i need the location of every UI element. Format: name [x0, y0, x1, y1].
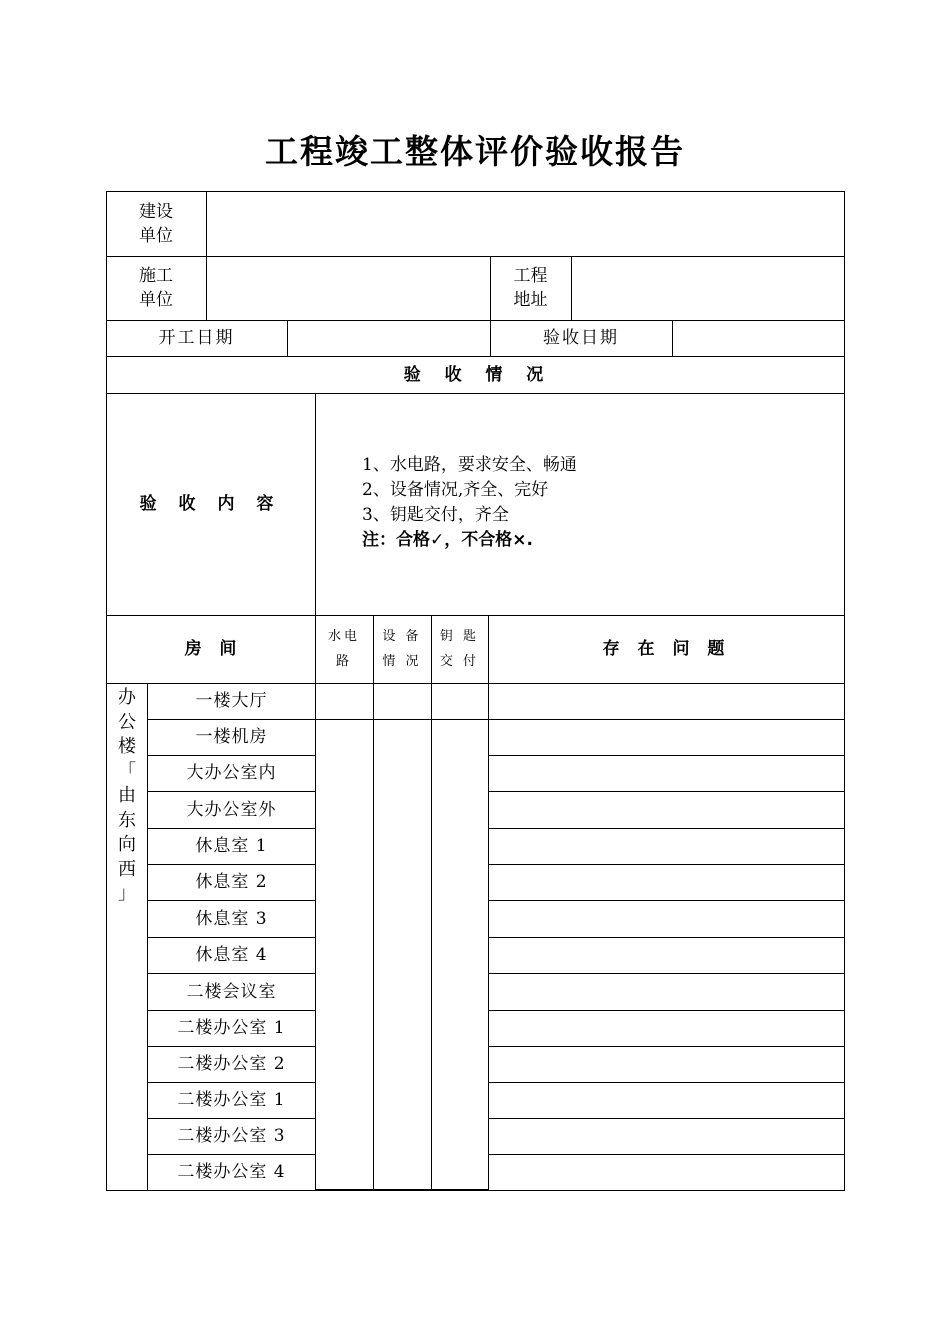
room-name: 休息室 2 — [195, 872, 268, 892]
report-title: 工程竣工整体评价验收报告 — [265, 132, 685, 171]
section-title: 验 收 情 况 — [403, 364, 548, 385]
water-check-cell[interactable] — [316, 684, 373, 718]
col-key-header: 钥 匙 交 付 — [439, 629, 480, 669]
issue-cell[interactable] — [489, 756, 844, 790]
issue-cell[interactable] — [489, 1119, 844, 1153]
room-name: 一楼大厅 — [195, 691, 268, 711]
issue-cell[interactable] — [489, 974, 844, 1009]
issue-cell[interactable] — [489, 1155, 844, 1189]
issue-cell[interactable] — [489, 1011, 844, 1045]
equip-check-cell[interactable] — [374, 684, 431, 718]
accept-date-label: 验收日期 — [543, 328, 619, 348]
room-name: 二楼办公室 2 — [177, 1054, 286, 1074]
build-unit-label: 建设 单位 — [139, 201, 173, 246]
issue-cell[interactable] — [489, 901, 844, 936]
room-name: 二楼办公室 1 — [177, 1090, 286, 1110]
room-name: 大办公室内 — [186, 763, 277, 783]
col-room-header: 房 间 — [184, 639, 237, 659]
room-name: 大办公室外 — [186, 799, 277, 820]
issue-cell[interactable] — [489, 865, 844, 899]
group-label-office-building: 办 公 楼 「 由 东 向 西 」 — [118, 687, 136, 904]
content-label: 验 收 内 容 — [139, 494, 282, 514]
water-check-cell[interactable] — [316, 720, 373, 1188]
content-note: 注：合格✓，不合格×. — [362, 530, 533, 550]
key-check-cell[interactable] — [432, 684, 488, 718]
equip-check-cell[interactable] — [374, 720, 431, 1188]
room-name: 二楼会议室 — [186, 981, 277, 1002]
issue-cell[interactable] — [489, 938, 844, 972]
room-name: 休息室 4 — [195, 945, 268, 965]
content-list — [362, 453, 577, 553]
room-name: 一楼机房 — [195, 727, 268, 747]
room-name: 休息室 1 — [195, 836, 268, 856]
content-item: 2、设备情况,齐全、完好 — [362, 480, 549, 500]
content-item: 1、水电路，要求安全、畅通 — [362, 455, 577, 475]
issue-cell[interactable] — [489, 1083, 844, 1117]
content-item: 3、钥匙交付，齐全 — [362, 505, 509, 525]
build-unit-field[interactable] — [207, 192, 844, 255]
col-water-header: 水电 路 — [327, 629, 360, 669]
accept-date-field[interactable] — [673, 321, 844, 355]
project-address-label: 工程 地址 — [513, 266, 548, 310]
construct-unit-label: 施工 单位 — [139, 266, 173, 310]
key-check-cell[interactable] — [432, 720, 488, 1188]
issue-cell[interactable] — [489, 1047, 844, 1081]
room-name: 休息室 3 — [195, 908, 268, 929]
issue-cell[interactable] — [489, 684, 844, 718]
room-name: 二楼办公室 4 — [177, 1162, 286, 1182]
room-name: 二楼办公室 1 — [177, 1018, 286, 1038]
issue-cell[interactable] — [489, 829, 844, 863]
col-equip-header: 设 备 情 况 — [382, 629, 422, 669]
start-date-label: 开工日期 — [158, 328, 235, 348]
col-issue-header: 存 在 问 题 — [602, 639, 731, 659]
issue-cell[interactable] — [489, 720, 844, 754]
issue-cell[interactable] — [489, 792, 844, 827]
project-address-field[interactable] — [572, 257, 844, 319]
start-date-field[interactable] — [288, 321, 490, 355]
construct-unit-field[interactable] — [207, 257, 490, 319]
room-name: 二楼办公室 3 — [177, 1126, 286, 1146]
